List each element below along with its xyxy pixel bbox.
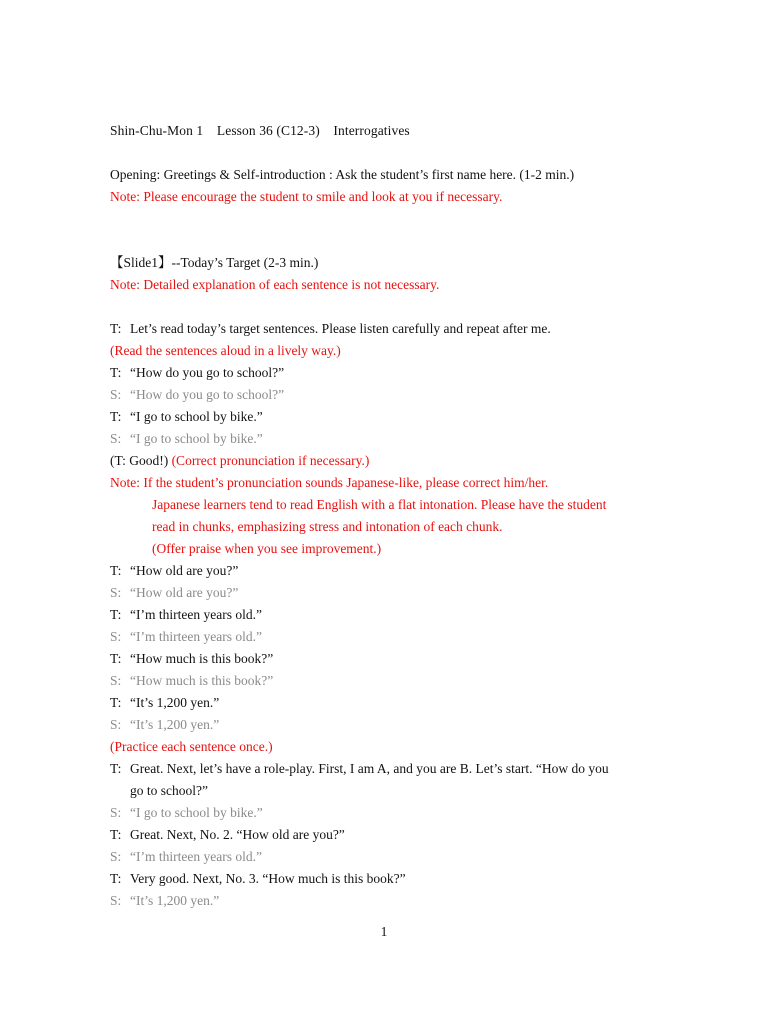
dialogue-line-teacher [110,870,406,888]
dialogue-text: Let’s read today’s target sentences. Please listen carefully and repeat after me. [130,321,551,336]
dialogue-text: “I’m thirteen years old.” [130,629,262,644]
pronunciation-note: Note: If the student’s pronunciation sounds Japanese-like, please correct him/her. [110,475,549,490]
dialogue-text: “It’s 1,200 yen.” [130,695,220,710]
pronunciation-note-cont: read in chunks, emphasizing stress and intonation of each chunk. [152,519,503,534]
dialogue-text: Great. Next, let’s have a role-play. First, I am A, and you are B. Let’s start. “How do you [130,761,609,776]
opening-note: Note: Please encourage the student to smile and look at you if necessary. [110,189,503,204]
dialogue-line-student [110,848,262,866]
dialogue-text: “How old are you?” [130,563,239,578]
feedback-line [110,452,369,470]
dialogue-text: “I go to school by bike.” [130,409,263,424]
dialogue-text: Great. Next, No. 2. “How old are you?” [130,827,345,842]
speaker-label: T: [110,607,122,622]
pronunciation-note-cont: Japanese learners tend to read English with a flat intonation. Please have the student [152,497,607,512]
dialogue-line-student [110,628,262,646]
pronunciation-note-cont: (Offer praise when you see improvement.) [152,541,382,556]
instruction-line: (Read the sentences aloud in a lively way.) [110,343,341,358]
dialogue-line-student [110,892,219,910]
dialogue-line-teacher [110,562,238,580]
dialogue-line-teacher [110,650,273,668]
slide-header: 【Slide1】--Today’s Target (2-3 min.) [110,255,319,270]
dialogue-line-student [110,386,284,404]
dialogue-text: “It’s 1,200 yen.” [130,893,220,908]
speaker-label: S: [110,585,122,600]
dialogue-text: “How old are you?” [130,585,239,600]
dialogue-text: “How much is this book?” [130,673,274,688]
speaker-label: T: [110,365,122,380]
dialogue-text: “How much is this book?” [130,651,274,666]
speaker-label: T: [110,409,122,424]
dialogue-line-teacher [110,320,551,338]
dialogue-text-cont: go to school?” [130,783,208,798]
speaker-label: S: [110,673,122,688]
dialogue-line-teacher [110,694,219,712]
speaker-label: T: [110,761,122,776]
dialogue-line-teacher [110,408,263,426]
dialogue-line-teacher [110,364,284,382]
teacher-feedback: (T: Good!) [110,453,169,468]
dialogue-line-student [110,430,263,448]
speaker-label: S: [110,893,122,908]
speaker-label: T: [110,695,122,710]
dialogue-text: “I go to school by bike.” [130,805,263,820]
dialogue-text: “I go to school by bike.” [130,431,263,446]
speaker-label: S: [110,629,122,644]
slide-note: Note: Detailed explanation of each sentence is not necessary. [110,277,440,292]
dialogue-text: “How do you go to school?” [130,387,285,402]
speaker-label: S: [110,805,122,820]
page-title: Shin-Chu-Mon 1 Lesson 36 (C12-3) Interrogatives [110,123,410,138]
page-number: 1 [380,924,388,939]
dialogue-text: Very good. Next, No. 3. “How much is this book?” [130,871,406,886]
dialogue-text: “How do you go to school?” [130,365,285,380]
speaker-label: T: [110,321,122,336]
instruction-line: (Practice each sentence once.) [110,739,273,754]
speaker-label: S: [110,431,122,446]
dialogue-line-teacher [110,826,345,844]
speaker-label: T: [110,563,122,578]
speaker-label: T: [110,651,122,666]
dialogue-line-student [110,804,263,822]
dialogue-line-teacher [110,606,262,624]
dialogue-line-student [110,672,273,690]
feedback-instruction: (Correct pronunciation if necessary.) [171,453,370,468]
dialogue-line-student [110,716,219,734]
dialogue-text: “It’s 1,200 yen.” [130,717,220,732]
speaker-label: T: [110,871,122,886]
dialogue-line-teacher [110,760,609,778]
dialogue-text: “I’m thirteen years old.” [130,849,262,864]
speaker-label: T: [110,827,122,842]
speaker-label: S: [110,717,122,732]
speaker-label: S: [110,849,122,864]
dialogue-text: “I’m thirteen years old.” [130,607,262,622]
speaker-label: S: [110,387,122,402]
opening-line: Opening: Greetings & Self-introduction : Ask the student’s first name here. (1-2 min.) [110,167,575,182]
dialogue-line-student [110,584,238,602]
